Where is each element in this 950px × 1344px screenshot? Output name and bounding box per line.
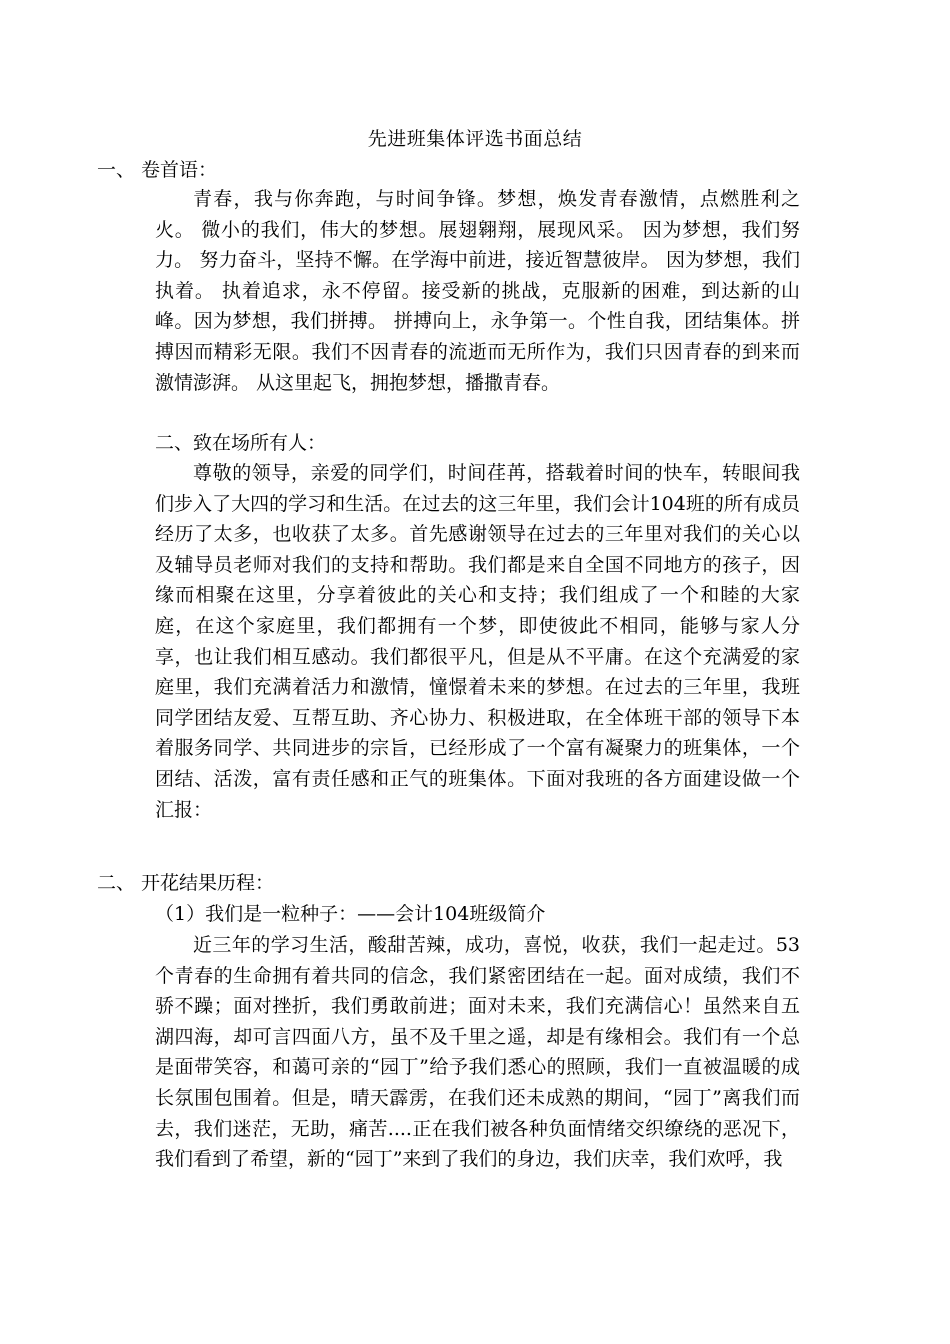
- subsection-heading-class-intro: （1）我们是一粒种子：——会计104班级简介: [155, 903, 546, 925]
- class-intro-paragraph: 近三年的学习生活，酸甜苦辣，成功，喜悦，收获，我们一起走过。53个青春的生命拥有着共同的信念，我们紧密团结在一起。面对成绩，我们不骄不躁；面对挫折，我们勇敢前进；面对未来，我们充满信心！虽然来自五湖四海，却可言四面八方，虽不及千里之遥，却是有缘相会。我们有一个总是面带笑容，和蔼可亲的“园丁”给予我们悉心的照顾，我们一直被温暖的成长氛围包围着。但是，晴天霹雳，在我们还未成熟的期间，“园丁”离我们而去，我们迷茫，无助，痛苦....正在我们被各种负面情绪交织缭绕的恶况下，我们看到了希望，新的“园丁”来到了我们的身边，我们庆幸，我们欢呼，我: [155, 934, 800, 1171]
- section-heading-preface: 一、 卷首语：: [97, 159, 218, 181]
- preface-paragraph: 青春，我与你奔跑，与时间争锋。梦想，焕发青春激情，点燃胜利之火。 微小的我们，伟大的梦想。展翅翱翔，展现风采。 因为梦想，我们努力。 努力奋斗，坚持不懈。在学海中前进，接近智慧彼岸。 因为梦想，我们执着。 执着追求，永不停留。接受新的挑战，克服新的困难，到达新的山峰。因为梦想，我们拼搏。 拼搏向上，永争第一。个性自我，团结集体。拼搏因而精彩无限。我们不因青春的流逝而无所作为，我们只因青春的到来而激情澎湃。 从这里起飞，拥抱梦想，播撒青春。: [155, 188, 800, 394]
- section-heading-audience: 二、致在场所有人：: [155, 432, 327, 454]
- section-heading-history: 二、 开花结果历程：: [97, 872, 275, 894]
- audience-paragraph: 尊敬的领导，亲爱的同学们，时间荏苒，搭载着时间的快车，转眼间我们步入了大四的学习和生活。在过去的这三年里，我们会计104班的所有成员经历了太多，也收获了太多。首先感谢领导在过去的三年里对我们的关心以及辅导员老师对我们的支持和帮助。我们都是来自全国不同地方的孩子，因缘而相聚在这里，分享着彼此的关心和支持；我们组成了一个和睦的大家庭，在这个家庭里，我们都拥有一个梦，即使彼此不相同，能够与家人分享，也让我们相互感动。我们都很平凡，但是从不平庸。在这个充满爱的家庭里，我们充满着活力和激情，憧憬着未来的梦想。在过去的三年里，我班同学团结友爱、互帮互助、齐心协力、积极进取，在全体班干部的领导下本着服务同学、共同进步的宗旨，已经形成了一个富有凝聚力的班集体，一个团结、活泼，富有责任感和正气的班集体。下面对我班的各方面建设做一个汇报：: [155, 462, 800, 821]
- document-title: 先进班集体评选书面总结: [367, 128, 583, 150]
